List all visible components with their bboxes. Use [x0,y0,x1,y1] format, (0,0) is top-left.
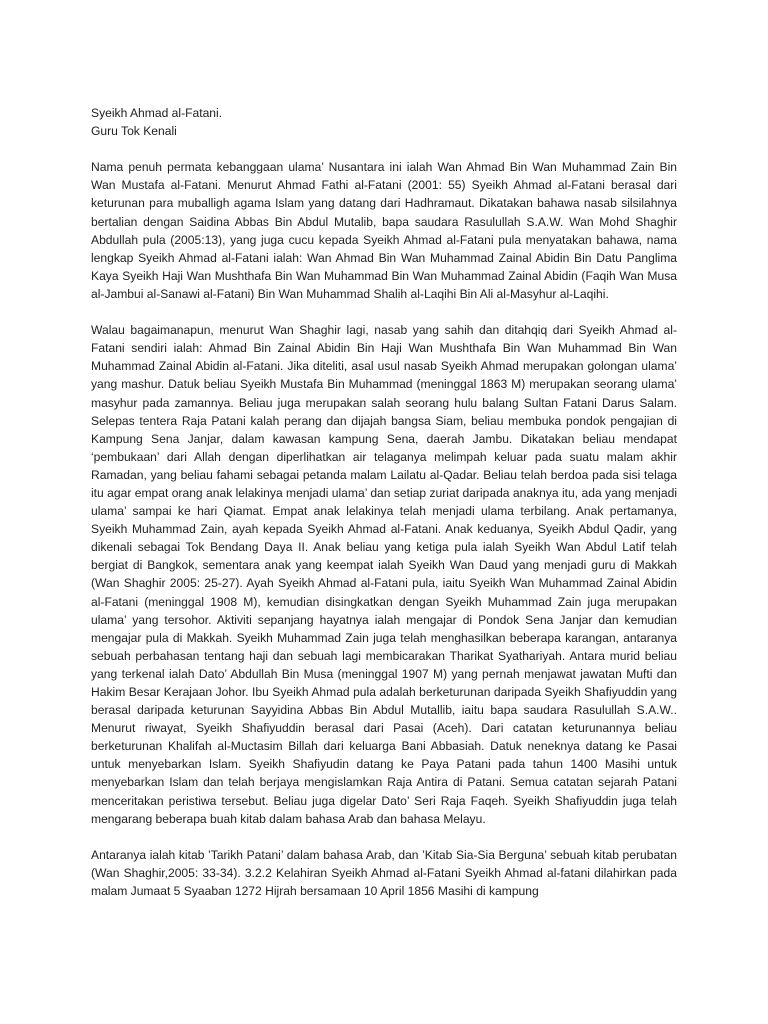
document-title: Syeikh Ahmad al-Fatani. [91,106,223,120]
paragraph-1: Nama penuh permata kebanggaan ulama’ Nusantara ini ialah Wan Ahmad Bin Wan Muhammad Zain Bin Wan Mustafa al-Fatani. Menurut Ahmad Fathi al-Fatani (2001: 55) Syeikh Ahmad al-Fatani berasal dari keturunan para muballigh agama Islam yang datang dari Hadhramaut. Dikatakan bahawa nasab silsilahnya bertalian dengan Saidina Abbas Bin Abdul Mutalib, bapa saudara Rasulullah S.A.W. Wan Mohd Shaghir Abdullah pula (2005:13), yang juga cucu kepada Syeikh Ahmad al-Fatani pula menyatakan bahawa, nama lengkap Syeikh Ahmad al-Fatani ialah: Wan Ahmad Bin Wan Muhammad Zainal Abidin Bin Datu Panglima Kaya Syeikh Haji Wan Mushthafa Bin Wan Muhammad Bin Wan Muhammad Zainal Abidin (Faqih Wan Musa al-Jambui al-Sanawi al-Fatani) Bin Wan Muhammad Shalih al-Laqihi Bin Ali al-Masyhur al-Laqihi. [91,160,677,301]
document-page [91,104,677,900]
document-subtitle: Guru Tok Kenali [91,124,177,139]
paragraph-3: Antaranya ialah kitab ’Tarikh Patani’ dalam bahasa Arab, dan ’Kitab Sia-Sia Berguna’ sebuah kitab perubatan (Wan Shaghir,2005: 33-34). 3.2.2 Kelahiran Syeikh Ahmad al-Fatani Syeikh Ahmad al-fatani dilahirkan pada malam Jumaat 5 Syaaban 1272 Hijrah bersamaan 10 April 1856 Masihi di kampung [91,847,677,899]
paragraph-2: Walau bagaimanapun, menurut Wan Shaghir lagi, nasab yang sahih dan ditahqiq dari Syeikh Ahmad al-Fatani sendiri ialah: Ahmad Bin Zainal Abidin Bin Haji Wan Mushthafa Bin Wan Muhammad Bin Wan Muhammad Zainal Abidin al-Fatani. Jika diteliti, asal usul nasab Syeikh Ahmad merupakan golongan ulama’ yang mashur. Datuk beliau Syeikh Mustafa Bin Muhammad (meninggal 1863 M) merupakan seorang ulama’ masyhur pada zamannya. Beliau juga merupakan salah seorang hulu balang Sultan Fatani Darus Salam. Selepas tentera Raja Patani kalah perang dan dijajah bangsa Siam, beliau membuka pondok pengajian di Kampung Sena Janjar, dalam kawasan kampung Sena, daerah Jambu. Dikatakan beliau mendapat ‘pembukaan’ dari Allah dengan diperlihatkan air telaganya melimpah keluar pada suatu malam akhir Ramadan, yang beliau fahami sebagai petanda malam Lailatu al-Qadar. Beliau telah berdoa pada sisi telaga itu agar empat orang anak lelakinya menjadi ulama’ dan setiap zuriat daripada anaknya itu, ada yang menjadi ulama’ sampai ke hari Qiamat. Empat anak lelakinya telah menjadi ulama terbilang. Anak pertamanya, Syeikh Muhammad Zain, ayah kepada Syeikh Ahmad al-Fatani. Anak keduanya, Syeikh Abdul Qadir, yang dikenali sebagai Tok Bendang Daya II. Anak beliau yang ketiga pula ialah Syeikh Wan Abdul Latif telah bergiat di Bangkok, sementara anak yang keempat ialah Syeikh Wan Daud yang menjadi guru di Makkah (Wan Shaghir 2005: 25-27). Ayah Syeikh Ahmad al-Fatani pula, iaitu Syeikh Wan Muhammad Zainal Abidin al-Fatani (meninggal 1908 M), kemudian disingkatkan dengan Syeikh Muhammad Zain juga merupakan ulama’ yang tersohor. Aktiviti sepanjang hayatnya ialah mengajar di Pondok Sena Janjar dan kemudian mengajar pula di Makkah. Syeikh Muhammad Zain juga telah menghasilkan beberapa karangan, antaranya sebuah perbahasan tentang haji dan sebuah lagi membicarakan Tharikat Syathariyah. Antara murid beliau yang terkenal ialah Dato’ Abdullah Bin Musa (meninggal 1907 M) yang pernah menjawat jawatan Mufti dan Hakim Besar Kerajaan Johor. Ibu Syeikh Ahmad pula adalah berketurunan daripada Syeikh Shafiyuddin yang berasal daripada keturunan Sayyidina Abbas Bin Abdul Mutallib, iaitu bapa saudara Rasulullah S.A.W.. Menurut riwayat, Syeikh Shafiyuddin berasal dari Pasai (Aceh). Dari catatan keturunannya beliau berketurunan Khalifah al-Muctasim Billah dari keluarga Bani Abbasiah. Datuk neneknya datang ke Pasai untuk menyebarkan Islam. Syeikh Shafiyudin datang ke Paya Patani pada tahun 1400 Masihi untuk menyebarkan Islam dan telah berjaya mengislamkan Raja Antira di Patani. Semua catatan sejarah Patani menceritakan peristiwa tersebut. Beliau juga digelar Dato’ Seri Raja Faqeh. Syeikh Shafiyuddin juga telah mengarang beberapa buah kitab dalam bahasa Arab dan bahasa Melayu. [91,323,677,826]
